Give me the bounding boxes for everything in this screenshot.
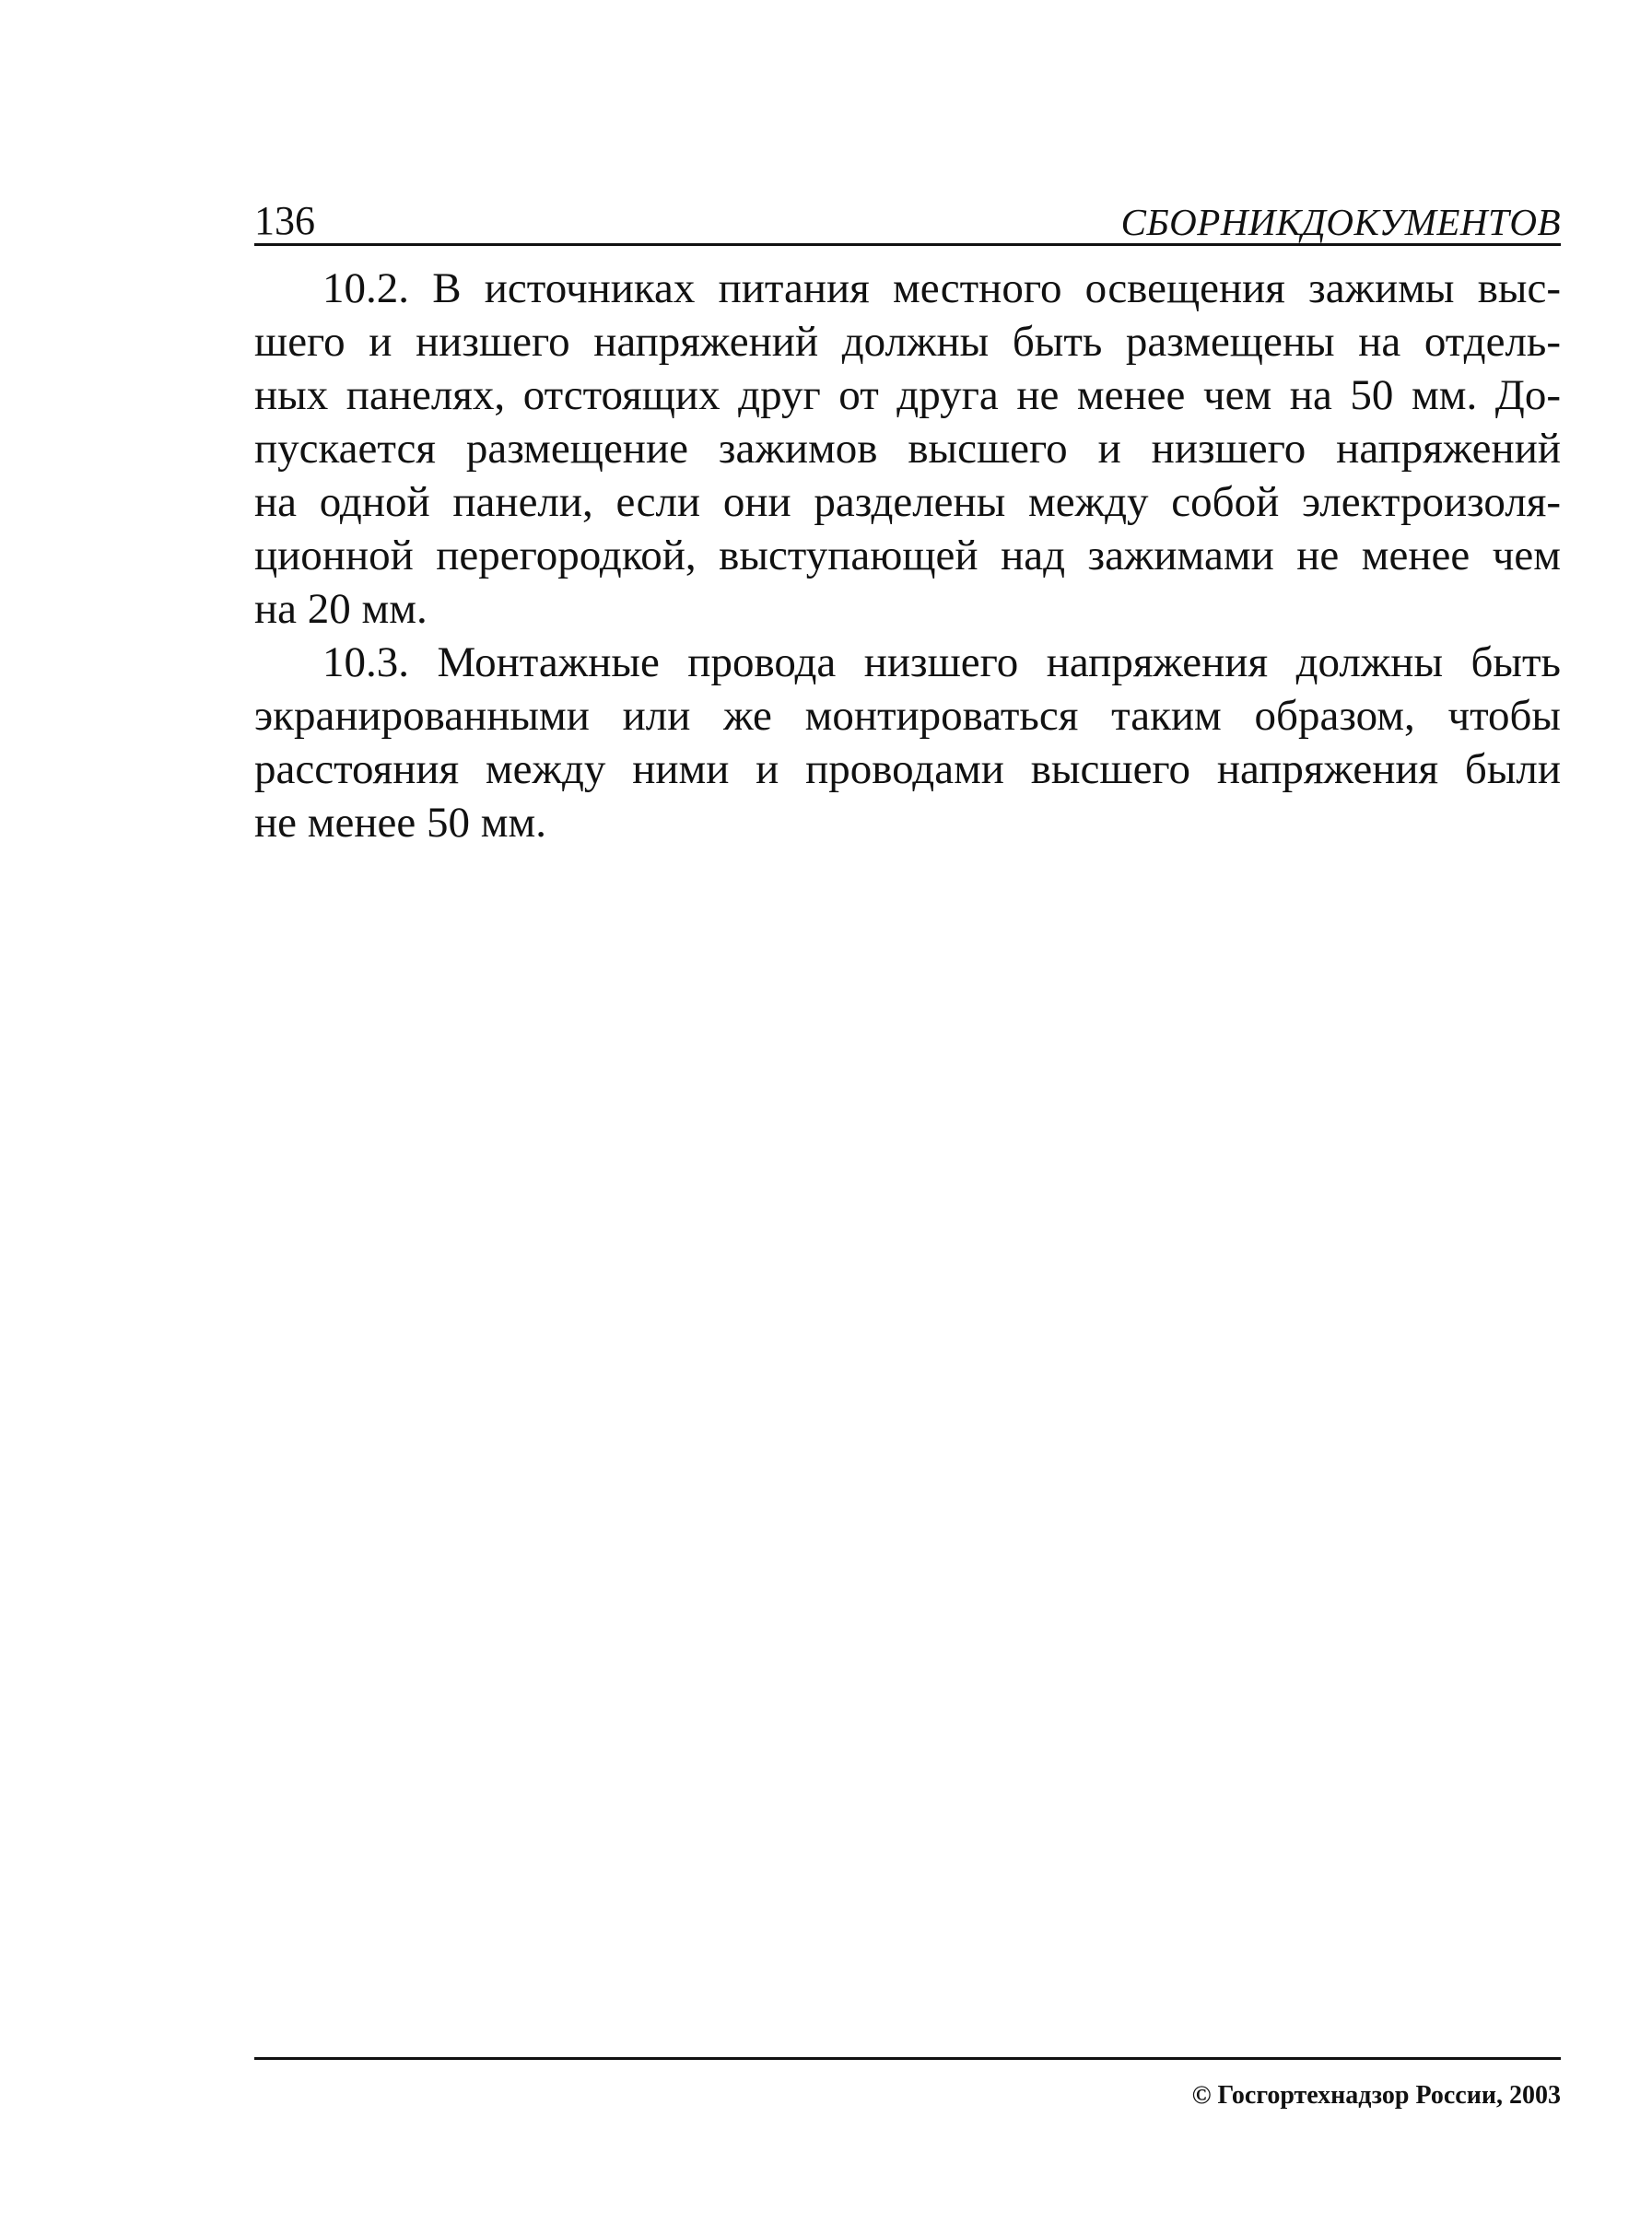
text-line: расстояния между ними и проводами высшего напряжения были: [254, 745, 1561, 793]
text-line: на одной панели, если они разделены между собой электроизоля-: [254, 478, 1561, 526]
text-line: экранированными или же монтироваться таким образом, чтобы: [254, 692, 1561, 740]
paragraph-10-2: [254, 262, 1561, 636]
text-line: шего и низшего напряжений должны быть размещены на отдель-: [254, 318, 1561, 366]
page-footer: [254, 2057, 1561, 2122]
copyright-notice: © Госгортехнадзор России, 2003: [1191, 2081, 1561, 2110]
page-number: 136: [254, 198, 315, 243]
text-line: пускается размещение зажимов высшего и низшего напряжений: [254, 425, 1561, 473]
text-line: не менее 50 мм.: [254, 799, 546, 847]
text-line: на 20 мм.: [254, 585, 428, 633]
text-line: 10.3. Монтажные провода низшего напряжения должны быть: [322, 638, 1561, 686]
running-title: СБОРНИКДОКУМЕНТОВ: [1120, 201, 1561, 243]
text-line: 10.2. В источниках питания местного освещения зажимы выс-: [322, 264, 1561, 312]
footer-rule: [254, 2057, 1561, 2060]
paragraph-10-3: [254, 636, 1561, 849]
page-header: [254, 186, 1561, 246]
text-line: ных панелях, отстоящих друг от друга не менее чем на 50 мм. До-: [254, 371, 1561, 419]
document-body: [254, 262, 1561, 849]
text-line: ционной перегородкой, выступающей над зажимами не менее чем: [254, 532, 1561, 579]
